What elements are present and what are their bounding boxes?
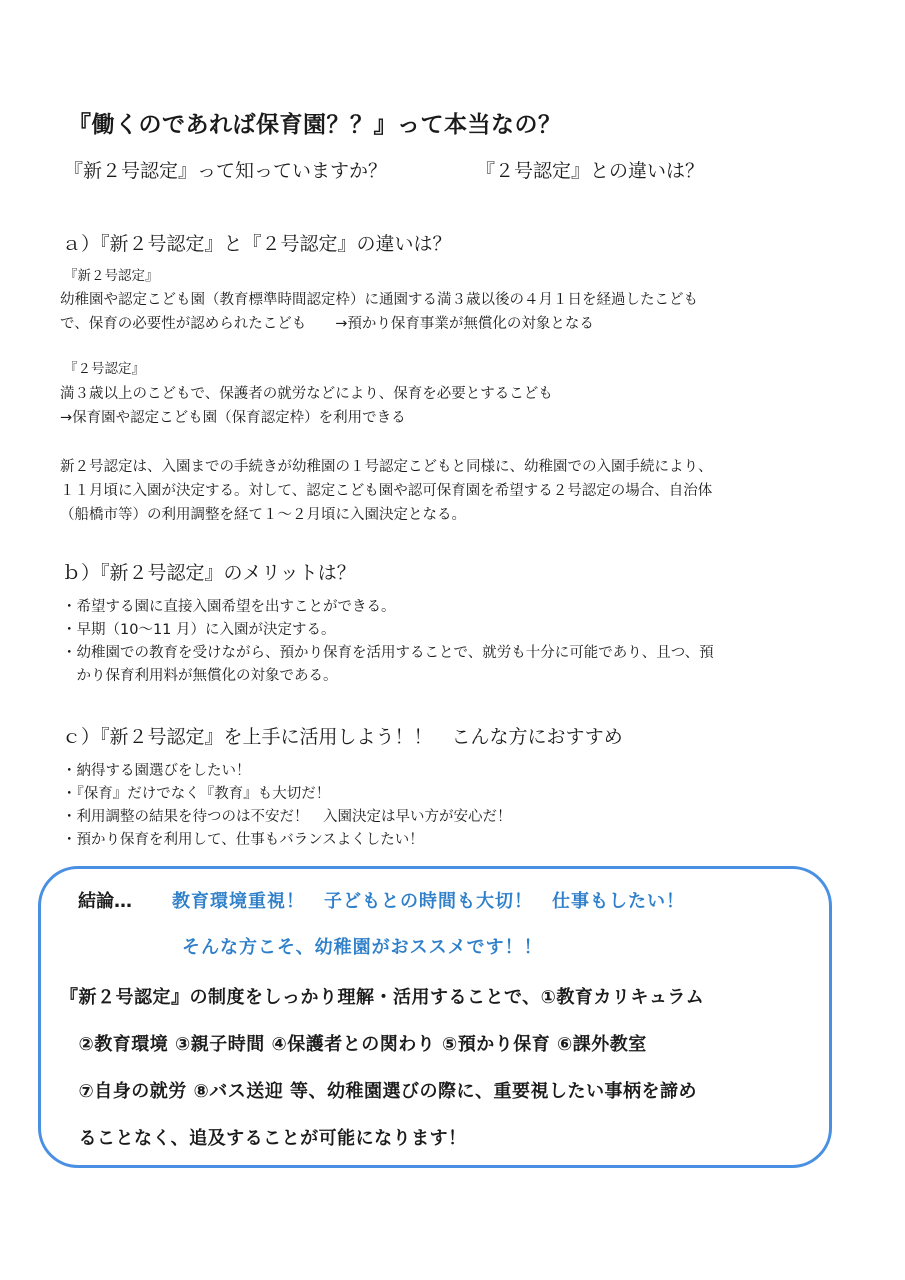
page-title: 『働くのであれば保育園？？』って本当なの？ bbox=[68, 112, 562, 138]
recommend-bullet: ・預かり保育を利用して、仕事もバランスよくしたい！ bbox=[62, 832, 424, 848]
ni-line: 満３歳以上のこどもで、保護者の就労などにより、保育を必要とするこども bbox=[60, 386, 553, 402]
compare-line: 新２号認定は、入園までの手続きが幼稚園の１号認定こどもと同様に、幼稚園での入園手続により、 bbox=[60, 459, 713, 475]
shin2-line: で、保育の必要性が認められたこども →預かり保育事業が無償化の対象となる bbox=[60, 316, 594, 332]
conclusion-highlight: そんな方こそ、幼稚園がおススメです！！ bbox=[182, 937, 543, 958]
ni-label: 『２号認定』 bbox=[64, 361, 145, 377]
conclusion-body-line: 『新２号認定』の制度をしっかり理解・活用することで、①教育カリキュラム bbox=[60, 987, 705, 1008]
ni-line: →保育園や認定こども園（保育認定枠）を利用できる bbox=[60, 410, 406, 426]
subtitle-question: 『新２号認定』って知っていますか？ bbox=[64, 160, 388, 182]
conclusion-body-line: ⑦自身の就労 ⑧バス送迎 等、幼稚園選びの際に、重要視したい事柄を諦め bbox=[60, 1081, 698, 1102]
shin2-label: 『新２号認定』 bbox=[64, 268, 159, 284]
section-a-heading: ａ）『新２号認定』と『２号認定』の違いは？ bbox=[62, 233, 452, 255]
merit-bullet: ・幼稚園での教育を受けながら、預かり保育を活用することで、就労も十分に可能であり、且つ、預 bbox=[62, 645, 714, 661]
recommend-bullet: ・納得する園選びをしたい！ bbox=[62, 763, 251, 779]
recommend-bullet: ・利用調整の結果を待つのは不安だ！ 入園決定は早い方が安心だ！ bbox=[62, 809, 512, 825]
shin2-line: 幼稚園や認定こども園（教育標準時間認定枠）に通園する満３歳以後の４月１日を経過したこども bbox=[60, 292, 698, 308]
subtitle-difference: 『２号認定』との違いは？ bbox=[476, 160, 705, 182]
conclusion-highlight: 教育環境重視！ 子どもとの時間も大切！ 仕事もしたい！ bbox=[172, 891, 685, 912]
section-c-heading: ｃ）『新２号認定』を上手に活用しよう！！ こんな方におすすめ bbox=[62, 726, 623, 748]
merit-bullet: ・希望する園に直接入園希望を出すことができる。 bbox=[62, 599, 396, 615]
compare-line: １１月頃に入園が決定する。対して、認定こども園や認可保育園を希望する２号認定の場合、自治体 bbox=[60, 483, 713, 499]
conclusion-body-line: ②教育環境 ③親子時間 ④保護者との関わり ⑤預かり保育 ⑥課外教室 bbox=[60, 1034, 647, 1055]
conclusion-label: 結論… bbox=[78, 891, 132, 912]
conclusion-body-line: ることなく、追及することが可能になります！ bbox=[60, 1128, 467, 1149]
merit-bullet: かり保育利用料が無償化の対象である。 bbox=[62, 668, 338, 684]
recommend-bullet: ・『保育』だけでなく『教育』も大切だ！ bbox=[62, 786, 331, 802]
compare-line: （船橋市等）の利用調整を経て１～２月頃に入園決定となる。 bbox=[60, 507, 466, 523]
section-b-heading: ｂ）『新２号認定』のメリットは？ bbox=[62, 562, 356, 584]
merit-bullet: ・早期（10～11 月）に入園が決定する。 bbox=[62, 622, 336, 638]
